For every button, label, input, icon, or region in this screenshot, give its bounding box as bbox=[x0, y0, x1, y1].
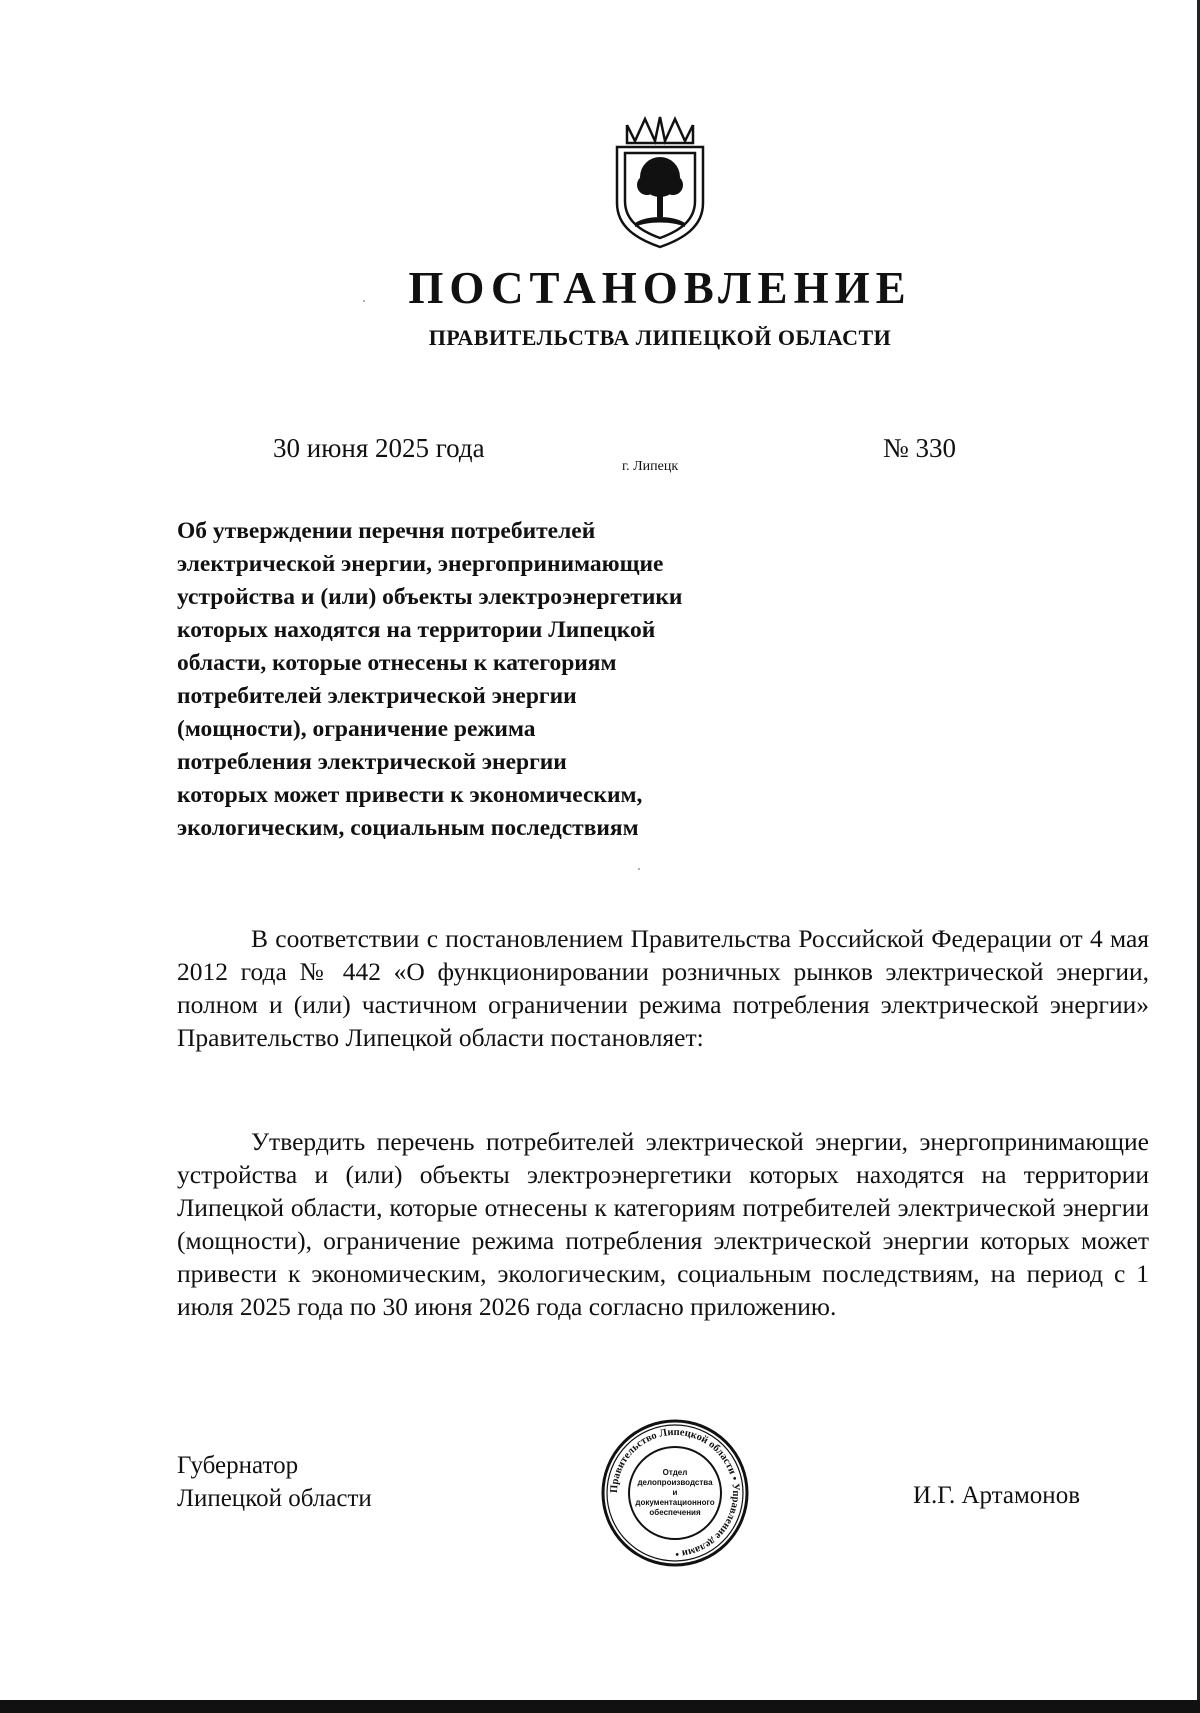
stamp-outer-text: Правительство Липецкой области • Управление делами • bbox=[608, 1426, 742, 1560]
subject-line: потребителей электрической энергии bbox=[177, 683, 577, 709]
document-city: г. Липецк bbox=[622, 459, 679, 474]
scan-speck bbox=[638, 868, 640, 870]
scan-bottom-border bbox=[0, 1700, 1200, 1713]
subject-line: устройства и (или) объекты электроэнергетики bbox=[177, 584, 683, 610]
scan-speck bbox=[363, 300, 365, 302]
subject-line: электрической энергии, энергопринимающие bbox=[177, 551, 664, 577]
official-stamp bbox=[600, 1418, 750, 1568]
coat-of-arms-icon bbox=[605, 115, 715, 250]
signer-position-line: Губернатор bbox=[177, 1452, 299, 1479]
signer-position bbox=[177, 1449, 372, 1515]
stamp-inner-text: Отдел делопроизводства и документационного обеспечения bbox=[635, 1468, 715, 1517]
subject-line: Об утверждении перечня потребителей bbox=[177, 518, 596, 544]
document-title: ПОСТАНОВЛЕНИЕ bbox=[408, 263, 912, 313]
document-date: 30 июня 2025 года bbox=[273, 433, 485, 463]
body-paragraph-basis: В соответствии с постановлением Правительства Российской Федерации от 4 мая 2012 года № 442 «О функционировании розничных рынков электрической энергии, полном и (или) частичном ограничении режима потребления электрической энергии» Правительство Липецкой области постановляет: bbox=[177, 924, 1149, 1052]
signer-name: И.Г. Артамонов bbox=[913, 1482, 1080, 1509]
subject-line: которых находятся на территории Липецкой bbox=[177, 617, 656, 643]
subject-line: области, которые отнесены к категориям bbox=[177, 650, 617, 676]
body-paragraph-resolution: Утвердить перечень потребителей электрической энергии, энергопринимающие устройства и (или) объекты электроэнергетики которых находятся на территории Липецкой области, которые отнесены к категориям потребителей электрической энергии (мощности), ограничение режима потребления электрической энергии которых может привести к экономическим, экологическим, социальным последствиям, на период с 1 июля 2025 года по 30 июня 2026 года согласно приложению. bbox=[177, 1127, 1149, 1321]
subject-line: экологическим, социальным последствиям bbox=[177, 815, 639, 841]
subject-line: потребления электрической энергии bbox=[177, 749, 567, 775]
subject-line: (мощности), ограничение режима bbox=[177, 716, 536, 742]
document-subtitle: ПРАВИТЕЛЬСТВА ЛИПЕЦКОЙ ОБЛАСТИ bbox=[428, 325, 892, 350]
subject-line: которых может привести к экономическим, bbox=[177, 782, 643, 808]
document-number: № 330 bbox=[883, 433, 957, 463]
document-subject bbox=[177, 515, 777, 845]
signer-position-line: Липецкой области bbox=[177, 1485, 372, 1512]
